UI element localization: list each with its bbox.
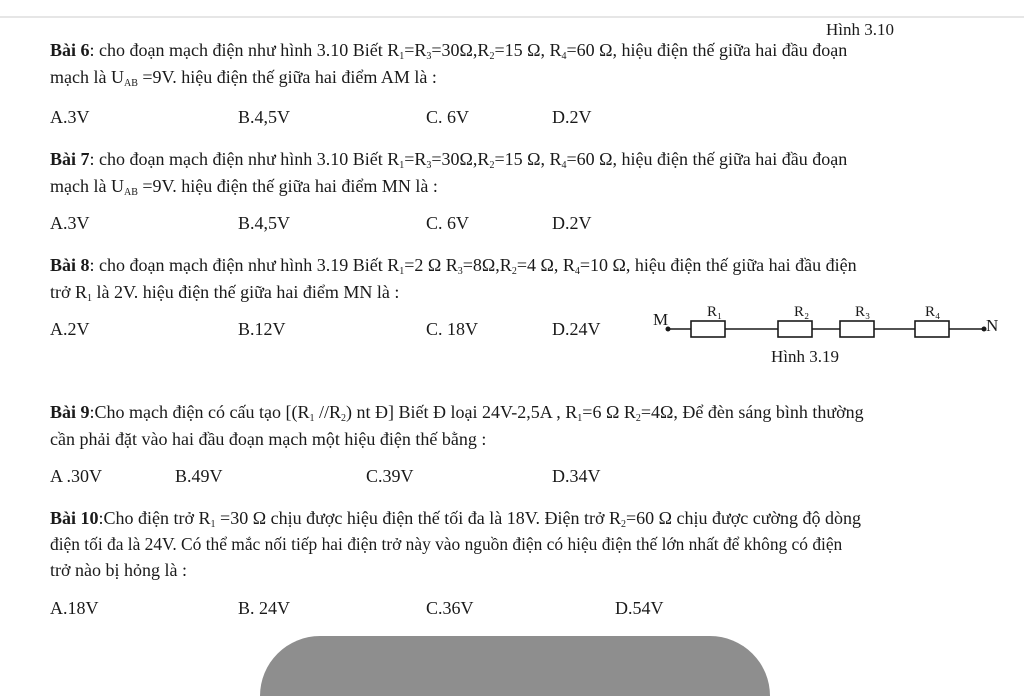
q10-option-c[interactable]: C.36V <box>426 598 474 618</box>
q9-line2: cần phải đặt vào hai đầu đoạn mạch một hiệu điện thế bằng : <box>50 429 487 449</box>
q9-label: Bài 9 <box>50 402 90 422</box>
q9-line1: Bài 9:Cho mạch điện có cấu tạo [(R1 //R2) nt Đ] Biết Đ loại 24V-2,5A , R1=6 Ω R2=4Ω, Để đèn sáng bình thường <box>50 402 864 424</box>
q9-option-d[interactable]: D.34V <box>552 466 601 486</box>
bottom-overlay <box>260 636 770 696</box>
q7-option-a[interactable]: A.3V <box>50 213 90 233</box>
q6-option-b[interactable]: B.4,5V <box>238 107 291 127</box>
q7-option-d[interactable]: D.2V <box>552 213 592 233</box>
q7-label: Bài 7 <box>50 149 90 169</box>
q7-line2: mạch là UAB =9V. hiệu điện thế giữa hai điểm MN là : <box>50 176 438 198</box>
figure-caption-top: Hình 3.10 <box>826 20 894 39</box>
q8-label: Bài 8 <box>50 255 90 275</box>
q6-label: Bài 6 <box>50 40 90 60</box>
circuit-label-r2: R₂ <box>794 304 810 320</box>
q10-line2: điện tối đa là 24V. Có thể mắc nối tiếp hai điện trở này vào nguồn điện có hiệu điện thế lớn nhất để không có điện <box>50 534 843 554</box>
q8-option-a[interactable]: A.2V <box>50 319 90 339</box>
circuit-label-n: N <box>986 316 999 335</box>
q8-option-b[interactable]: B.12V <box>238 319 286 339</box>
q7-option-c[interactable]: C. 6V <box>426 213 470 233</box>
resistor-r1 <box>691 321 725 337</box>
q9-option-a[interactable]: A .30V <box>50 466 103 486</box>
q8-line2: trở R1 là 2V. hiệu điện thế giữa hai điểm MN là : <box>50 282 400 304</box>
q10-option-b[interactable]: B. 24V <box>238 598 291 618</box>
resistor-r4 <box>915 321 949 337</box>
circuit-label-m: M <box>653 310 669 329</box>
q6-option-a[interactable]: A.3V <box>50 107 90 127</box>
resistor-r2 <box>778 321 812 337</box>
q6-line2: mạch là UAB =9V. hiệu điện thế giữa hai điểm AM là : <box>50 67 437 89</box>
q6-option-c[interactable]: C. 6V <box>426 107 470 127</box>
circuit-label-r1: R₁ <box>707 304 723 320</box>
q7-line1: Bài 7: cho đoạn mạch điện như hình 3.10 Biết R1=R3=30Ω,R2=15 Ω, R4=60 Ω, hiệu điện thế giữa hai đầu đoạn <box>50 149 848 171</box>
circuit-caption: Hình 3.19 <box>771 347 839 366</box>
q10-option-a[interactable]: A.18V <box>50 598 99 618</box>
q7-option-b[interactable]: B.4,5V <box>238 213 291 233</box>
resistor-r3 <box>840 321 874 337</box>
q8-option-d[interactable]: D.24V <box>552 319 601 339</box>
q9-option-c[interactable]: C.39V <box>366 466 414 486</box>
q6-option-d[interactable]: D.2V <box>552 107 592 127</box>
circuit-label-r4: R₄ <box>925 304 941 320</box>
q10-line1: Bài 10:Cho điện trở R1 =30 Ω chịu được hiệu điện thế tối đa là 18V. Điện trở R2=60 Ω chịu được cường độ dòng <box>50 508 862 530</box>
q10-label: Bài 10 <box>50 508 99 528</box>
q10-line3: trở nào bị hỏng là : <box>50 560 187 580</box>
q8-option-c[interactable]: C. 18V <box>426 319 479 339</box>
q9-option-b[interactable]: B.49V <box>175 466 223 486</box>
q8-line1: Bài 8: cho đoạn mạch điện như hình 3.19 Biết R1=2 Ω R3=8Ω,R2=4 Ω, R4=10 Ω, hiệu điện thế giữa hai đầu điện <box>50 255 857 277</box>
circuit-label-r3: R₃ <box>855 304 871 320</box>
q10-option-d[interactable]: D.54V <box>615 598 664 618</box>
q6-line1: Bài 6: cho đoạn mạch điện như hình 3.10 Biết R1=R3=30Ω,R2=15 Ω, R4=60 Ω, hiệu điện thế giữa hai đầu đoạn <box>50 40 848 62</box>
